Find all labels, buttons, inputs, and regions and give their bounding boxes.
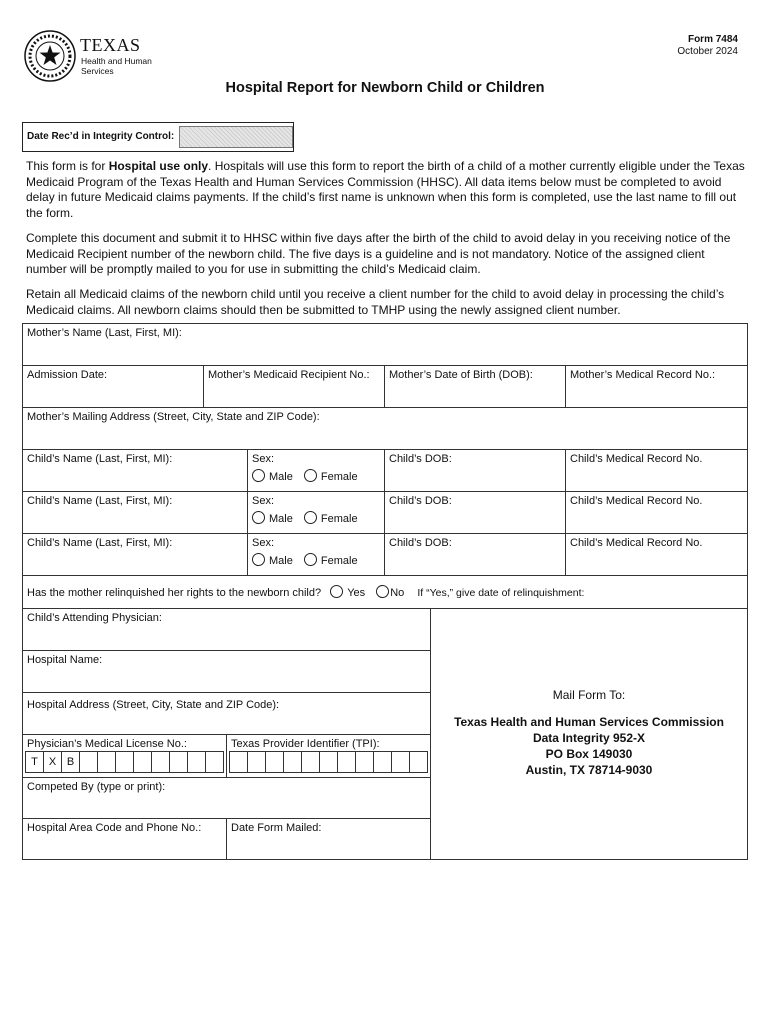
- logo-texas: TEXAS: [80, 35, 141, 55]
- license-box[interactable]: [97, 751, 116, 773]
- male-label: Male: [269, 471, 293, 483]
- tpi-box[interactable]: [355, 751, 374, 773]
- tpi-box[interactable]: [319, 751, 338, 773]
- childs-dob-field[interactable]: [384, 533, 566, 576]
- license-box[interactable]: B: [61, 751, 80, 773]
- tpi-box[interactable]: [409, 751, 428, 773]
- texas-seal-icon: [24, 30, 76, 82]
- admission-date-field[interactable]: [22, 365, 204, 408]
- mothers-record-no-label: Mother’s Medical Record No.:: [570, 369, 716, 381]
- yes-label: Yes: [347, 587, 366, 599]
- mothers-address-label: Mother’s Mailing Address (Street, City, State and ZIP Code):: [27, 411, 320, 423]
- female-radio[interactable]: [304, 553, 317, 566]
- date-mailed-label: Date Form Mailed:: [231, 822, 322, 834]
- childs-name-field[interactable]: [22, 533, 248, 576]
- mail-heading: Mail Form To:: [552, 688, 626, 702]
- childs-record-no-field[interactable]: [565, 449, 748, 492]
- tpi-box[interactable]: [391, 751, 410, 773]
- mail-line-1: Texas Health and Human Services Commission: [454, 715, 724, 729]
- mail-line-3: PO Box 149030: [545, 747, 633, 761]
- intro-p1-bold: Hospital use only: [108, 159, 209, 173]
- date-mailed-field[interactable]: [226, 818, 431, 860]
- license-box[interactable]: [79, 751, 98, 773]
- completed-by-label: Competed By (type or print):: [27, 781, 166, 793]
- mothers-name-field[interactable]: [22, 323, 748, 366]
- hospital-phone-field[interactable]: [22, 818, 227, 860]
- license-no-label: Physician’s Medical License No.:: [27, 738, 187, 750]
- childs-dob-field[interactable]: [384, 449, 566, 492]
- logo-subtitle: Health and Human Services: [81, 56, 152, 76]
- license-box[interactable]: [187, 751, 206, 773]
- childs-name-field[interactable]: [22, 449, 248, 492]
- hospital-phone-label: Hospital Area Code and Phone No.:: [27, 822, 202, 834]
- date-received-box: [22, 122, 294, 152]
- no-label: No: [390, 587, 405, 599]
- female-label: Female: [320, 471, 358, 483]
- female-label: Female: [320, 555, 358, 567]
- childs-name-field[interactable]: [22, 491, 248, 534]
- female-radio[interactable]: [304, 469, 317, 482]
- relinquish-date-label: If “Yes,” give date of relinquishment:: [417, 587, 585, 599]
- childs-dob-field[interactable]: [384, 491, 566, 534]
- mothers-name-label: Mother’s Name (Last, First, MI):: [27, 327, 182, 339]
- intro-p1-rest: . Hospitals will use this form to report the birth of a child of a mother currently eligible under the Texas Medicaid Program of the Texas Health and Human Services Commission (HHSC). All data items below must be completed to avoid delay in future Medicaid claims payments. If the child’s first name is unknown when this form is completed, use the last name to fill out the form.: [26, 159, 745, 220]
- sex-label: Sex:: [252, 537, 275, 549]
- tpi-label: Texas Provider Identifier (TPI):: [231, 738, 380, 750]
- sex-field: [247, 491, 385, 534]
- relinquish-row: [22, 575, 748, 609]
- intro-paragraph-2: Complete this document and submit it to HHSC within five days after the birth of the child to avoid delay in you receiving notice of the Medicaid Recipient number of the newborn child. The five days is a guideline and is not mandatory. Notice of the assigned client number will be promptly mailed to you for use in submitting the child’s Medicaid claim.: [26, 231, 731, 277]
- tpi-box[interactable]: [265, 751, 284, 773]
- attending-physician-label: Child’s Attending Physician:: [27, 612, 162, 624]
- mothers-dob-label: Mother’s Date of Birth (DOB):: [389, 369, 533, 381]
- date-received-label: Date Rec’d in Integrity Control:: [27, 131, 175, 142]
- license-box[interactable]: [133, 751, 152, 773]
- tpi-box[interactable]: [229, 751, 248, 773]
- completed-by-field[interactable]: [22, 777, 431, 819]
- date-received-field[interactable]: [179, 126, 293, 148]
- male-radio[interactable]: [252, 469, 265, 482]
- hospital-address-field[interactable]: [22, 692, 431, 735]
- male-radio[interactable]: [252, 511, 265, 524]
- male-radio[interactable]: [252, 553, 265, 566]
- childs-name-label: Child’s Name (Last, First, MI):: [27, 495, 173, 507]
- form-table: [22, 323, 748, 860]
- license-box[interactable]: [169, 751, 188, 773]
- intro-p1-prefix: This form is for: [26, 159, 109, 173]
- female-label: Female: [320, 513, 358, 525]
- childs-record-no-label: Child’s Medical Record No.: [570, 495, 703, 507]
- childs-dob-label: Child’s DOB:: [389, 537, 452, 549]
- childs-dob-label: Child’s DOB:: [389, 495, 452, 507]
- childs-name-label: Child’s Name (Last, First, MI):: [27, 537, 173, 549]
- sex-label: Sex:: [252, 453, 275, 465]
- tpi-box[interactable]: [373, 751, 392, 773]
- mothers-dob-field[interactable]: [384, 365, 566, 408]
- childs-dob-label: Child’s DOB:: [389, 453, 452, 465]
- license-box[interactable]: T: [25, 751, 44, 773]
- male-label: Male: [269, 555, 293, 567]
- yes-radio[interactable]: [330, 585, 343, 598]
- attending-physician-field[interactable]: [22, 608, 431, 651]
- male-label: Male: [269, 513, 293, 525]
- childs-record-no-field[interactable]: [565, 491, 748, 534]
- sex-label: Sex:: [252, 495, 275, 507]
- tpi-box[interactable]: [301, 751, 320, 773]
- admission-date-label: Admission Date:: [27, 369, 108, 381]
- mothers-record-no-field[interactable]: [565, 365, 748, 408]
- license-box[interactable]: [115, 751, 134, 773]
- tpi-box[interactable]: [247, 751, 266, 773]
- license-box[interactable]: X: [43, 751, 62, 773]
- childs-name-label: Child’s Name (Last, First, MI):: [27, 453, 173, 465]
- sex-field: [247, 533, 385, 576]
- mothers-recipient-no-field[interactable]: [203, 365, 385, 408]
- no-radio[interactable]: [376, 585, 389, 598]
- license-box[interactable]: [151, 751, 170, 773]
- hospital-address-label: Hospital Address (Street, City, State and ZIP Code):: [27, 699, 280, 711]
- tpi-box[interactable]: [337, 751, 356, 773]
- page-title: Hospital Report for Newborn Child or Children: [225, 80, 545, 96]
- license-box[interactable]: [205, 751, 224, 773]
- hospital-name-label: Hospital Name:: [27, 654, 103, 666]
- form-date: October 2024: [677, 46, 738, 57]
- mail-line-2: Data Integrity 952-X: [532, 731, 646, 745]
- intro-paragraph-3: Retain all Medicaid claims of the newborn child until you receive a client number for the child to avoid delay in processing the child’s Medicaid claims. All newborn claims should then be submitted to TMHP using the newly assigned client number.: [26, 287, 725, 317]
- childs-record-no-label: Child’s Medical Record No.: [570, 453, 703, 465]
- sex-field: [247, 449, 385, 492]
- childs-record-no-field[interactable]: [565, 533, 748, 576]
- childs-record-no-label: Child’s Medical Record No.: [570, 537, 703, 549]
- relinquish-question: Has the mother relinquished her rights to the newborn child?: [27, 587, 322, 599]
- mothers-address-field[interactable]: [22, 407, 748, 450]
- intro-paragraph-1: [26, 159, 748, 221]
- mothers-recipient-no-label: Mother’s Medicaid Recipient No.:: [208, 369, 370, 381]
- tpi-box[interactable]: [283, 751, 302, 773]
- female-radio[interactable]: [304, 511, 317, 524]
- form-number: Form 7484: [687, 34, 738, 45]
- hospital-name-field[interactable]: [22, 650, 431, 693]
- mail-line-4: Austin, TX 78714-9030: [525, 763, 653, 777]
